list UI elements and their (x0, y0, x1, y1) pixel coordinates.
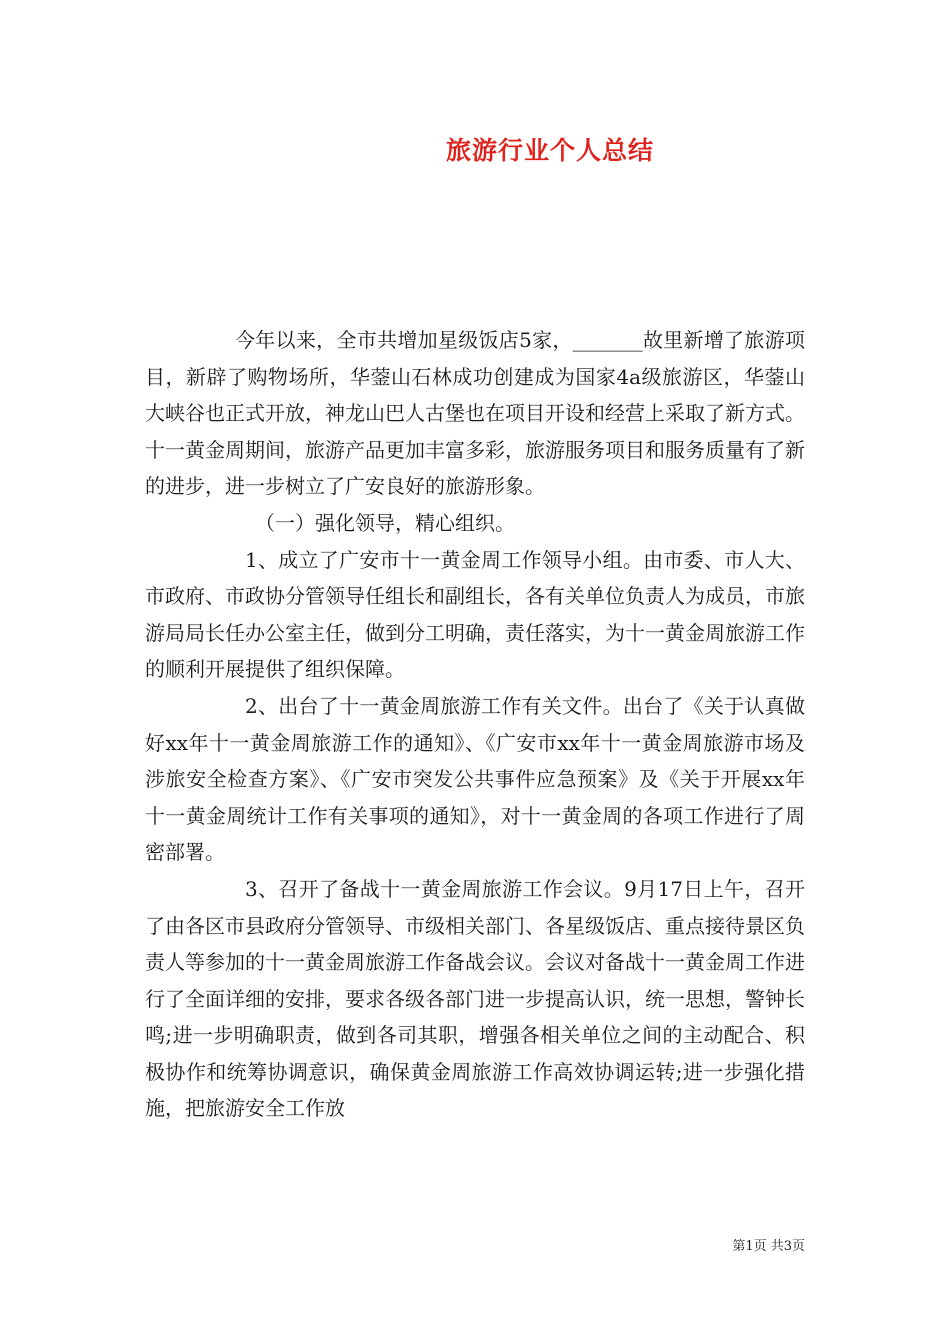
paragraph-section-heading: （一）强化领导，精心组织。 (255, 510, 515, 535)
document-title: 旅游行业个人总结 (445, 136, 654, 165)
paragraph-intro: 今年以来，全市共增加星级饭店5家，_______故里新增了旅游项目，新辟了购物场所，华蓥山石林成功创建成为国家4a级旅游区，华蓥山大峡谷也正式开放，神龙山巴人古堡也在项目开设和经营上采取了新方式。十一黄金周期间，旅游产品更加丰富多彩，旅游服务项目和服务质量有了新的进步，进一步树立了广安良好的旅游形象。 (145, 328, 805, 499)
document-body (145, 322, 805, 1127)
page-number-footer: 第1页 共3页 (732, 1239, 805, 1254)
paragraph-item-1: 1、成立了广安市十一黄金周工作领导小组。由市委、市人大、市政府、市政协分管领导任组长和副组长，各有关单位负责人为成员，市旅游局局长任办公室主任，做到分工明确，责任落实，为十一黄金周旅游工作的顺利开展提供了组织保障。 (145, 547, 805, 682)
paragraph-item-3: 3、召开了备战十一黄金周旅游工作会议。9月17日上午，召开了由各区市县政府分管领导、市级相关部门、各星级饭店、重点接待景区负责人等参加的十一黄金周旅游工作备战会议。会议对备战十一黄金周工作进行了全面详细的安排，要求各级各部门进一步提高认识，统一思想，警钟长鸣;进一步明确职责，做到各司其职，增强各相关单位之间的主动配合、积极协作和统筹协调意识，确保黄金周旅游工作高效协调运转;进一步强化措施，把旅游安全工作放 (145, 876, 805, 1121)
paragraph-item-2: 2、出台了十一黄金周旅游工作有关文件。出台了《关于认真做好xx年十一黄金周旅游工作的通知》、《广安市xx年十一黄金周旅游市场及涉旅安全检查方案》、《广安市突发公共事件应急预案》及《关于开展xx年十一黄金周统计工作有关事项的通知》，对十一黄金周的各项工作进行了周密部署。 (145, 693, 805, 865)
